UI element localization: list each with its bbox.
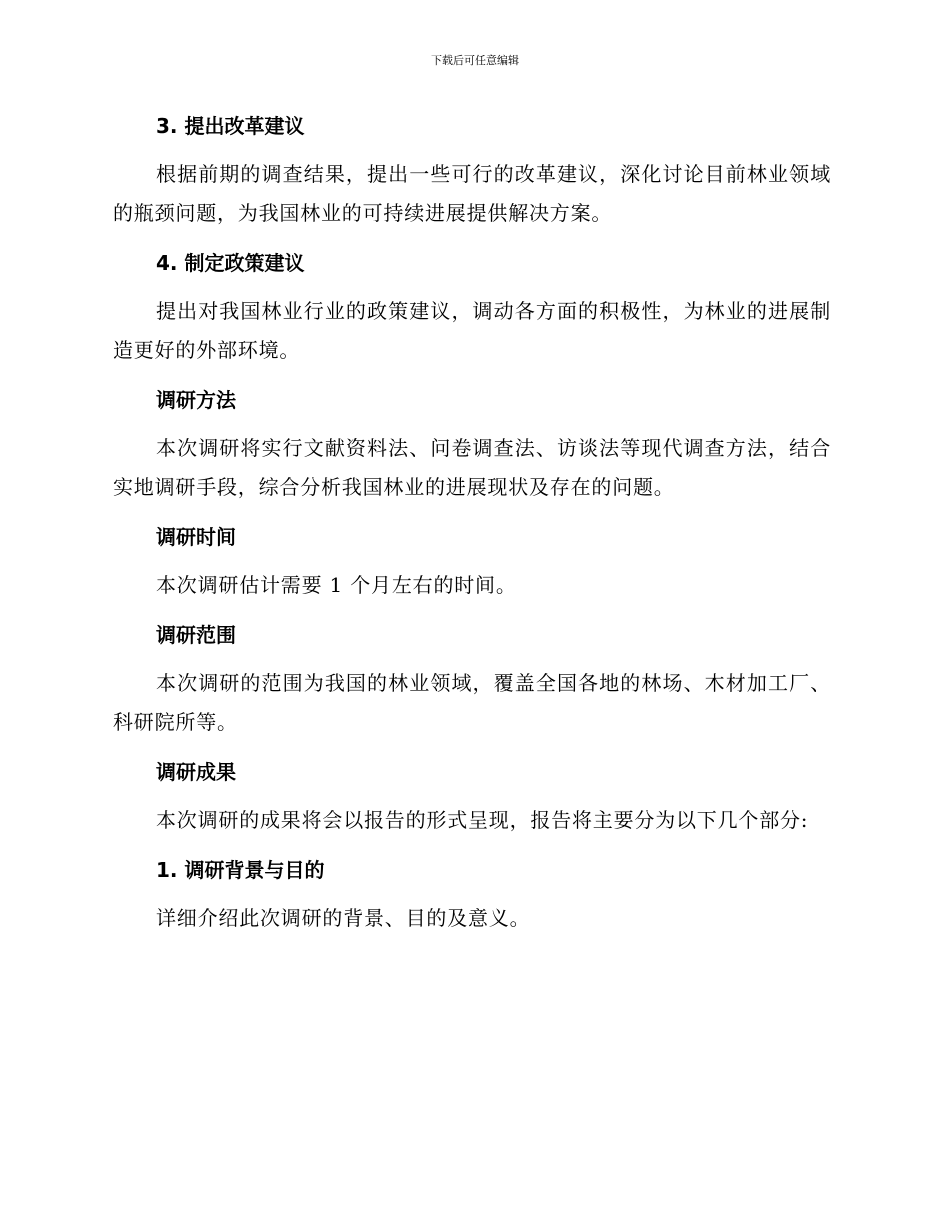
page-header: 下载后可任意编辑: [431, 54, 519, 67]
section-heading-research-time: 调研时间: [156, 525, 236, 549]
section-heading-policy-suggestions: 4. 制定政策建议: [156, 251, 305, 275]
paragraph-research-scope: 本次调研的范围为我国的林业领域，覆盖全国各地的林场、木材加工厂、科研院所等。: [113, 671, 831, 734]
section-heading-research-results: 调研成果: [156, 760, 236, 784]
paragraph-research-time: 本次调研估计需要 1 个月左右的时间。: [156, 573, 517, 597]
paragraph-research-methods: 本次调研将实行文献资料法、问卷调查法、访谈法等现代调查方法，结合实地调研手段，综合分析我国林业的进展现状及存在的问题。: [113, 436, 831, 499]
paragraph-policy-suggestions: 提出对我国林业行业的政策建议，调动各方面的积极性，为林业的进展制造更好的外部环境。: [113, 299, 831, 362]
section-heading-reform-suggestions: 3. 提出改革建议: [156, 114, 305, 138]
paragraph-reform-suggestions: 根据前期的调查结果，提出一些可行的改革建议，深化讨论目前林业领域的瓶颈问题，为我国林业的可持续进展提供解决方案。: [113, 162, 831, 225]
section-heading-research-scope: 调研范围: [156, 623, 236, 647]
paragraph-background-purpose: 详细介绍此次调研的背景、目的及意义。: [156, 906, 531, 930]
section-heading-research-methods: 调研方法: [156, 388, 236, 412]
section-heading-background-purpose: 1. 调研背景与目的: [156, 858, 325, 882]
document-body: [113, 110, 831, 952]
paragraph-research-results: 本次调研的成果将会以报告的形式呈现，报告将主要分为以下几个部分:: [156, 808, 809, 832]
